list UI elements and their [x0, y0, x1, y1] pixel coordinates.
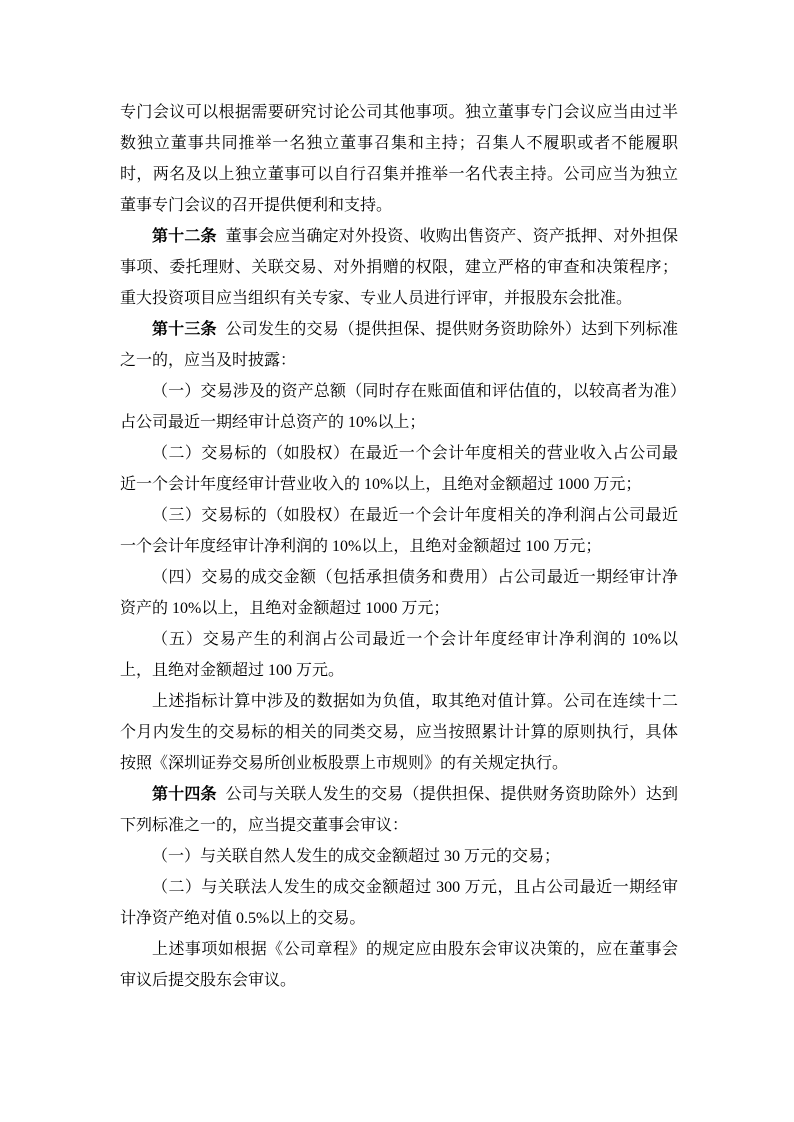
paragraph-text: （二）交易标的（如股权）在最近一个会计年度相关的营业收入占公司最近一个会计年度经审计营业收入的 10%以上，且绝对金额超过 1000 万元； [120, 445, 678, 493]
paragraph-text: 公司与关联人发生的交易（提供担保、提供财务资助除外）达到下列标准之一的，应当提交董事会审议： [120, 786, 678, 834]
article-number: 第十二条 [152, 228, 217, 245]
paragraph-text: 专门会议可以根据需要研究讨论公司其他事项。独立董事专门会议应当由过半数独立董事共同推举一名独立董事召集和主持；召集人不履职或者不能履职时，两名及以上独立董事可以自行召集并推举一名代表主持。公司应当为独立董事专门会议的召开提供便利和支持。 [120, 104, 678, 214]
document-body [120, 97, 678, 996]
article-number: 第十四条 [152, 786, 217, 803]
paragraph-text: （四）交易的成交金额（包括承担债务和费用）占公司最近一期经审计净资产的 10%以上，且绝对金额超过 1000 万元； [120, 569, 678, 617]
paragraph [120, 624, 678, 686]
paragraph-text: （一）与关联自然人发生的成交金额超过 30 万元的交易； [152, 848, 561, 865]
paragraph-text: （一）交易涉及的资产总额（同时存在账面值和评估值的，以较高者为准）占公司最近一期经审计总资产的 10%以上； [120, 383, 678, 431]
paragraph [120, 97, 678, 221]
paragraph-text: （五）交易产生的利润占公司最近一个会计年度经审计净利润的 10%以上，且绝对金额超过 100 万元。 [120, 631, 678, 679]
paragraph [120, 562, 678, 624]
paragraph [120, 438, 678, 500]
article-paragraph [120, 779, 678, 841]
paragraph [120, 872, 678, 934]
paragraph-text: （二）与关联法人发生的成交金额超过 300 万元，且占公司最近一期经审计净资产绝对值 0.5%以上的交易。 [120, 879, 678, 927]
paragraph-text: 上述事项如根据《公司章程》的规定应由股东会审议决策的，应在董事会审议后提交股东会审议。 [120, 941, 678, 989]
paragraph [120, 686, 678, 779]
paragraph-text: 公司发生的交易（提供担保、提供财务资助除外）达到下列标准之一的，应当及时披露： [120, 321, 678, 369]
article-number: 第十三条 [152, 321, 217, 338]
paragraph-text: （三）交易标的（如股权）在最近一个会计年度相关的净利润占公司最近一个会计年度经审计净利润的 10%以上，且绝对金额超过 100 万元； [120, 507, 678, 555]
article-paragraph [120, 314, 678, 376]
paragraph [120, 934, 678, 996]
paragraph [120, 500, 678, 562]
article-paragraph [120, 221, 678, 314]
paragraph [120, 376, 678, 438]
paragraph [120, 841, 678, 872]
paragraph-text: 董事会应当确定对外投资、收购出售资产、资产抵押、对外担保事项、委托理财、关联交易、对外捐赠的权限，建立严格的审查和决策程序；重大投资项目应当组织有关专家、专业人员进行评审，并报股东会批准。 [120, 228, 678, 307]
paragraph-text: 上述指标计算中涉及的数据如为负值，取其绝对值计算。公司在连续十二个月内发生的交易标的相关的同类交易，应当按照累计计算的原则执行，具体按照《深圳证券交易所创业板股票上市规则》的有关规定执行。 [120, 693, 678, 772]
